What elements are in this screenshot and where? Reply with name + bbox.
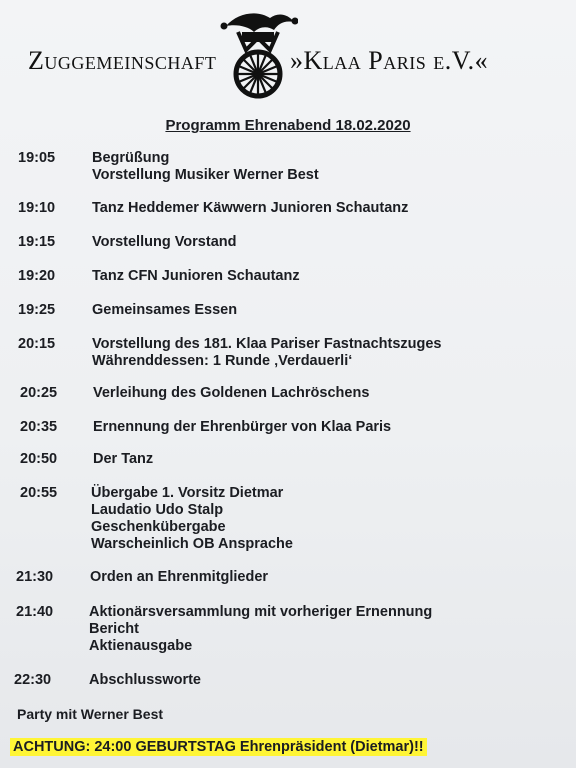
schedule-line: Begrüßung [92,150,170,166]
schedule-line: Ernennung der Ehrenbürger von Klaa Paris [93,419,392,435]
schedule-line: Vorstellung Musiker Werner Best [92,167,319,183]
schedule-description [92,268,300,285]
schedule-time: 21:30 [16,569,54,585]
schedule-line: Tanz CFN Junioren Schautanz [92,268,300,284]
party-note: Party mit Werner Best [17,706,164,722]
schedule-description [92,234,236,251]
schedule-line: Verleihung des Goldenen Lachröschens [93,385,370,401]
schedule-line: Gemeinsames Essen [92,302,238,318]
schedule-time: 21:40 [16,604,54,620]
schedule-line: Aktienausgabe [89,638,193,654]
schedule-time: 19:05 [18,150,56,166]
page-title: Programm Ehrenabend 18.02.2020 [165,117,411,134]
schedule-description [89,672,201,689]
schedule-line: Abschlussworte [89,672,201,688]
schedule-time: 22:30 [14,672,52,688]
schedule-line: Warscheinlich OB Ansprache [91,536,293,552]
schedule-description [92,200,408,217]
schedule-line: Bericht [89,621,139,637]
schedule-time: 20:15 [18,336,56,352]
schedule-description [92,336,441,370]
schedule-time: 20:35 [20,419,58,435]
schedule-time: 20:25 [20,385,58,401]
schedule-line: Tanz Heddemer Käwwern Junioren Schautanz [92,200,409,216]
schedule-line: Währenddessen: 1 Runde ‚Verdauerli‘ [92,353,353,369]
schedule-line: Vorstellung Vorstand [92,234,237,250]
schedule-line: Orden an Ehrenmitglieder [90,569,269,585]
schedule-line: Vorstellung des 181. Klaa Pariser Fastnachtszuges [92,336,442,352]
schedule-time: 19:10 [18,200,56,216]
schedule-time: 20:55 [20,485,58,501]
schedule-description [91,485,293,553]
schedule-description [89,604,432,655]
org-name-right: »Klaa Paris e.V.« [290,46,489,75]
schedule-description [92,302,237,319]
schedule-description [92,150,319,184]
schedule-time: 19:15 [18,234,56,250]
schedule-time: 19:25 [18,302,56,318]
schedule-time: 19:20 [18,268,56,284]
birthday-alert: ACHTUNG: 24:00 GEBURTSTAG Ehrenpräsident (Dietmar)!! [10,738,427,756]
schedule-line: Aktionärsversammlung mit vorheriger Ernennung [89,604,433,620]
schedule-description [93,419,391,436]
letterhead [0,0,576,105]
schedule-line: Der Tanz [93,451,154,467]
jester-wheel-logo [218,8,298,100]
schedule-description [93,451,153,468]
org-name-left: Zuggemeinschaft [28,46,217,75]
schedule-line: Übergabe 1. Vorsitz Dietmar [91,485,284,501]
schedule-time: 20:50 [20,451,58,467]
schedule-line: Laudatio Udo Stalp [91,502,224,518]
schedule-description [90,569,268,586]
schedule-line: Geschenkübergabe [91,519,226,535]
schedule-description [93,385,369,402]
